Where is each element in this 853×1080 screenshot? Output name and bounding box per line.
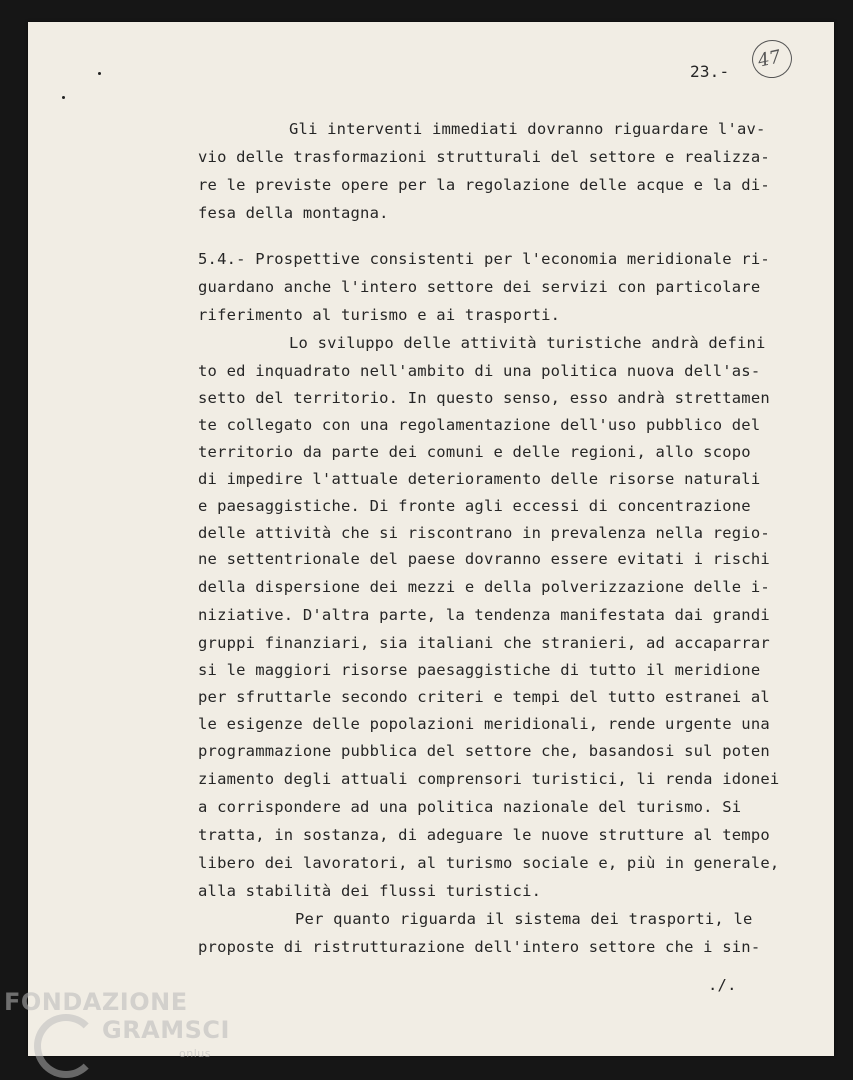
text-line: gruppi finanziari, sia italiani che stranieri, ad accaparrar [198, 634, 770, 652]
text-line: Gli interventi immediati dovranno riguardare l'av- [289, 120, 766, 138]
gramsci-logo-icon [34, 1014, 98, 1078]
text-line: della dispersione dei mezzi e della polverizzazione delle i- [198, 578, 770, 596]
section-heading-line: 5.4.- Prospettive consistenti per l'economia meridionale ri- [198, 250, 770, 268]
watermark-line-1: FONDAZIONE [4, 988, 188, 1016]
watermark-line-2: GRAMSCI [102, 1016, 230, 1044]
text-line: a corrispondere ad una politica nazionale del turismo. Si [198, 798, 742, 816]
text-line: setto del territorio. In questo senso, esso andrà strettamen [198, 389, 770, 407]
page-number: 23.- [690, 62, 730, 81]
text-line: le esigenze delle popolazioni meridionali, rende urgente una [198, 715, 770, 733]
stray-mark [62, 96, 65, 99]
text-line: tratta, in sostanza, di adeguare le nuove strutture al tempo [198, 826, 770, 844]
text-line: te collegato con una regolamentazione dell'uso pubblico del [198, 416, 761, 434]
text-line: si le maggiori risorse paesaggistiche di tutto il meridione [198, 661, 761, 679]
text-line: niziative. D'altra parte, la tendenza manifestata dai grandi [198, 606, 770, 624]
text-line: guardano anche l'intero settore dei servizi con particolare [198, 278, 761, 296]
text-line: fesa della montagna. [198, 204, 389, 222]
continuation-mark: ./. [708, 976, 737, 994]
text-line: ne settentrionale del paese dovranno essere evitati i rischi [198, 550, 770, 568]
text-line: Per quanto riguarda il sistema dei trasporti, le [295, 910, 753, 928]
fondazione-gramsci-watermark [4, 988, 230, 1080]
text-line: ziamento degli attuali comprensori turistici, li renda idonei [198, 770, 780, 788]
text-line: di impedire l'attuale deterioramento delle risorse naturali [198, 470, 761, 488]
text-line: re le previste opere per la regolazione delle acque e la di- [198, 176, 770, 194]
text-line: libero dei lavoratori, al turismo sociale e, più in generale, [198, 854, 780, 872]
text-line: per sfruttarle secondo criteri e tempi del tutto estranei al [198, 688, 770, 706]
text-line: e paesaggistiche. Di fronte agli eccessi di concentrazione [198, 497, 751, 515]
text-line: programmazione pubblica del settore che, basandosi sul poten [198, 742, 770, 760]
text-line: alla stabilità dei flussi turistici. [198, 882, 542, 900]
text-line: territorio da parte dei comuni e delle regioni, allo scopo [198, 443, 751, 461]
text-line: Lo sviluppo delle attività turistiche andrà defini [289, 334, 766, 352]
text-line: vio delle trasformazioni strutturali del settore e realizza- [198, 148, 770, 166]
stray-mark [98, 72, 101, 75]
text-line: to ed inquadrato nell'ambito di una politica nuova dell'as- [198, 362, 761, 380]
text-line: riferimento al turismo e ai trasporti. [198, 306, 561, 324]
watermark-line-3: onlus [179, 1047, 211, 1060]
text-line: delle attività che si riscontrano in prevalenza nella regio- [198, 524, 770, 542]
text-line: proposte di ristrutturazione dell'intero settore che i sin- [198, 938, 761, 956]
archive-number: 47 [756, 46, 783, 72]
